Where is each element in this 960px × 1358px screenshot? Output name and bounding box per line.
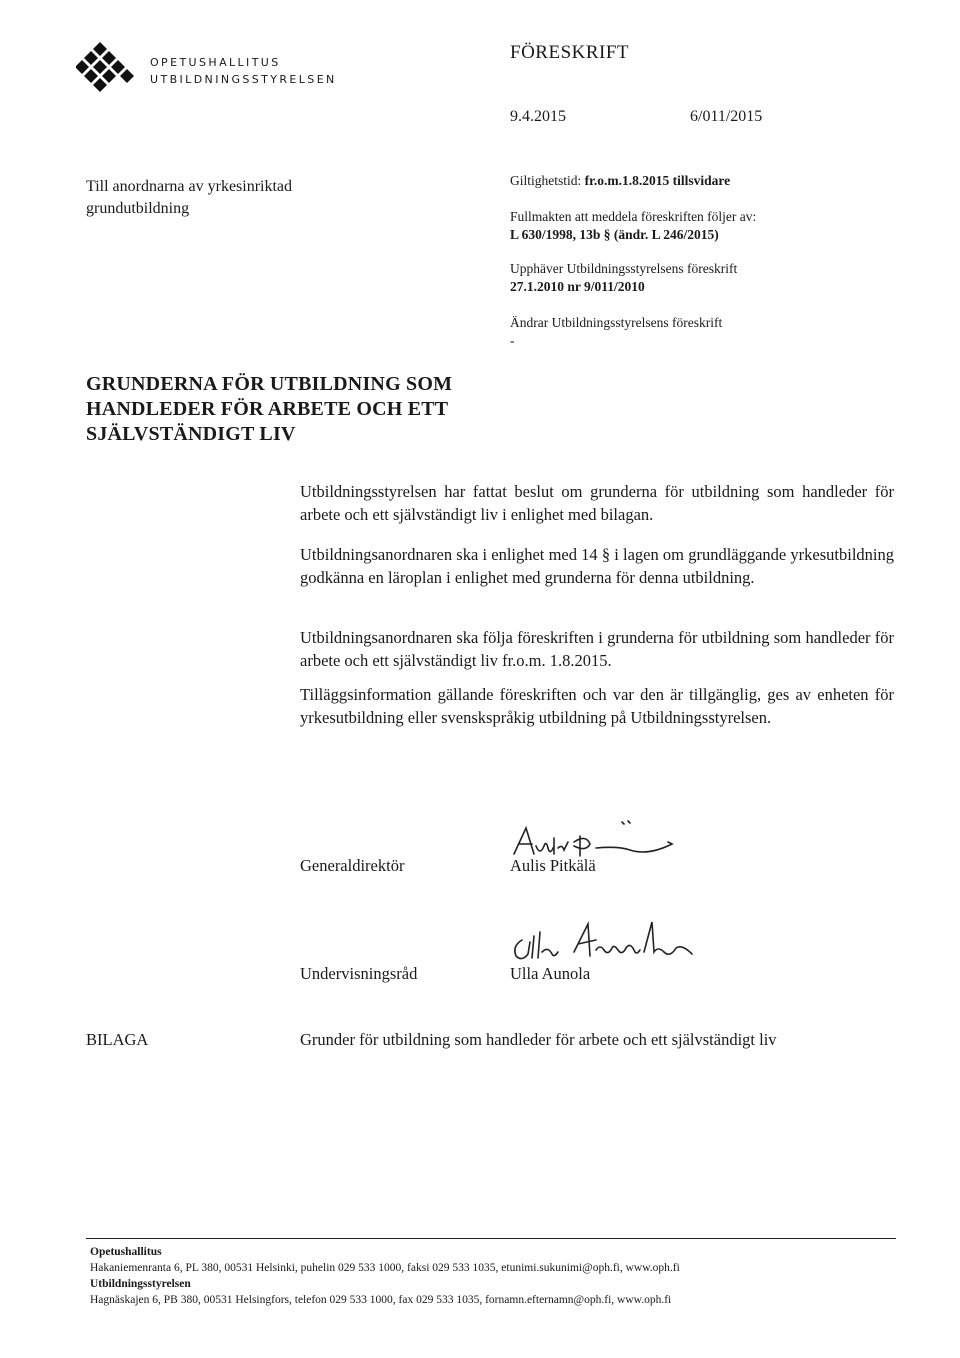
recipient-line-1: Till anordnarna av yrkesinriktad bbox=[86, 178, 293, 195]
signatory-role-1: Generaldirektör bbox=[300, 856, 405, 875]
document-type: FÖRESKRIFT bbox=[510, 42, 630, 63]
title-line-1: GRUNDERNA FÖR UTBILDNING SOM bbox=[86, 373, 453, 395]
recipient bbox=[86, 176, 292, 220]
authority bbox=[510, 208, 756, 244]
footer-org-sv-name: Utbildningsstyrelsen bbox=[90, 1278, 191, 1290]
org-name-sv: UTBILDNINGSSTYRELSEN bbox=[150, 73, 337, 86]
org-name-fi: OPETUSHALLITUS bbox=[150, 56, 281, 69]
authority-line-2: L 630/1998, 13b § (ändr. L 246/2015) bbox=[510, 227, 719, 242]
validity-value: fr.o.m.1.8.2015 tillsvidare bbox=[584, 173, 731, 188]
footer-divider bbox=[86, 1238, 896, 1239]
recipient-line-2: grundutbildning bbox=[86, 200, 190, 217]
attachment-label: BILAGA bbox=[86, 1030, 149, 1049]
diamond-grid-icon bbox=[76, 42, 138, 98]
document-title bbox=[86, 372, 452, 447]
signatory-name-2: Ulla Aunola bbox=[510, 964, 591, 983]
attachment-title: Grunder för utbildning som handleder för arbete och ett självständigt liv bbox=[300, 1030, 777, 1049]
title-line-2: HANDLEDER FÖR ARBETE OCH ETT bbox=[86, 398, 449, 420]
authority-line-1: Fullmakten att meddela föreskriften följer av: bbox=[510, 209, 757, 224]
paragraph-more-info: Tilläggsinformation gällande föreskriften och var den är tillgänglig, ges av enheten för yrkesutbildning eller svenskspråkig utbildning på Utbildningsstyrelsen. bbox=[300, 685, 894, 727]
amends bbox=[510, 314, 722, 350]
footer bbox=[90, 1244, 890, 1308]
signatory-role-2: Undervisningsråd bbox=[300, 964, 418, 983]
paragraph-compliance: Utbildningsanordnaren ska följa föreskriften i grunderna för utbildning som handleder för arbete och ett självständigt liv fr.o.m. 1.8.2015. bbox=[300, 628, 894, 670]
amends-line-1: Ändrar Utbildningsstyrelsens föreskrift bbox=[510, 315, 723, 330]
repeals-line-1: Upphäver Utbildningsstyrelsens föreskrift bbox=[510, 261, 738, 276]
footer-org-fi-contact: Hakaniemenranta 6, PL 380, 00531 Helsinki, puhelin 029 533 1000, faksi 029 533 1035, etunimi.sukunimi@oph.fi, www.oph.fi bbox=[90, 1262, 680, 1274]
amends-line-2: - bbox=[510, 333, 515, 348]
org-logo bbox=[76, 42, 138, 98]
document-date: 9.4.2015 bbox=[510, 108, 566, 125]
document-number: 6/011/2015 bbox=[690, 108, 763, 125]
paragraph-decision: Utbildningsstyrelsen har fattat beslut om grunderna för utbildning som handleder för arbete och ett självständigt liv i enlighet med bilagan. bbox=[300, 482, 894, 524]
validity bbox=[510, 172, 730, 190]
org-name bbox=[150, 54, 337, 88]
footer-org-fi-name: Opetushallitus bbox=[90, 1246, 162, 1258]
title-line-3: SJÄLVSTÄNDIGT LIV bbox=[86, 423, 296, 445]
signature-handwritten-2 bbox=[508, 916, 718, 966]
paragraph-curriculum: Utbildningsanordnaren ska i enlighet med 14 § i lagen om grundläggande yrkesutbildning godkänna en läroplan i enlighet med grunderna för denna utbildning. bbox=[300, 545, 894, 587]
repeals bbox=[510, 260, 737, 296]
signatory-name-1: Aulis Pitkälä bbox=[510, 856, 596, 875]
footer-org-sv-contact: Hagnäskajen 6, PB 380, 00531 Helsingfors, telefon 029 533 1000, fax 029 533 1035, fornamn.efternamn@oph.fi, www.oph.fi bbox=[90, 1294, 672, 1306]
repeals-line-2: 27.1.2010 nr 9/011/2010 bbox=[510, 279, 645, 294]
validity-label: Giltighetstid: bbox=[510, 173, 582, 188]
